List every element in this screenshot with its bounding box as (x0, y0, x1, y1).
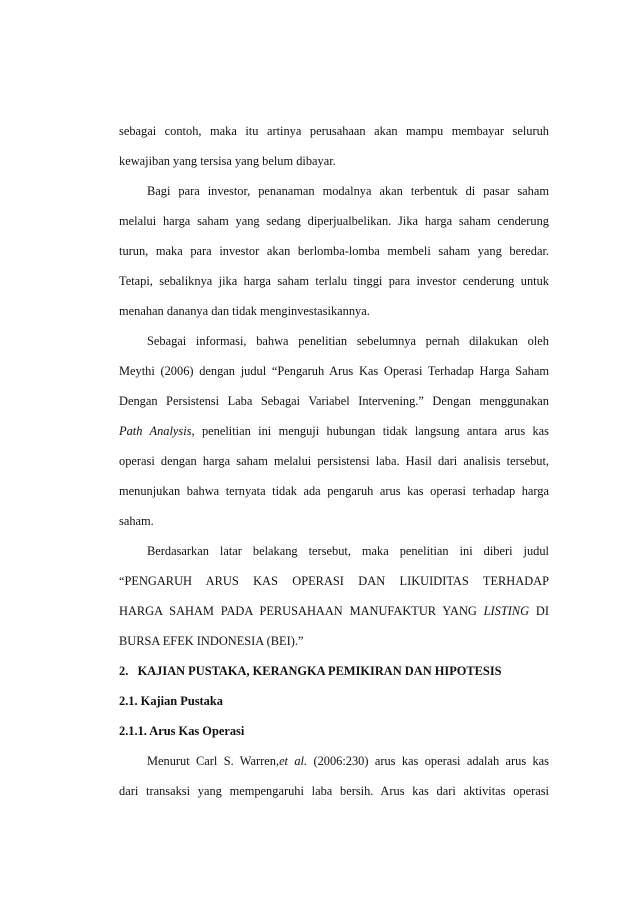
text-run: (2006:230) arus kas operasi adalah arus kas (307, 754, 550, 768)
text-run: DI (529, 604, 549, 618)
paragraph-line: Tetapi, sebaliknya jika harga saham terlalu tinggi para investor cenderung untuk (119, 274, 549, 288)
paragraph-line: Sebagai informasi, bahwa penelitian sebelumnya pernah dilakukan oleh (147, 334, 549, 348)
paragraph-line: Dengan Persistensi Laba Sebagai Variabel Intervening.” Dengan menggunakan (119, 394, 549, 408)
paragraph-line: dari transaksi yang mempengaruhi laba bersih. Arus kas dari aktivitas operasi (119, 784, 549, 798)
text-run: Menurut Carl S. Warren, (147, 754, 280, 768)
paragraph-line: “PENGARUH ARUS KAS OPERASI DAN LIKUIDITAS TERHADAP (119, 574, 549, 588)
paragraph-line: Bagi para investor, penanaman modalnya akan terbentuk di pasar saham (147, 184, 549, 198)
italic-term: Path Analysis (119, 424, 192, 438)
paragraph-line: sebagai contoh, maka itu artinya perusahaan akan mampu membayar seluruh (119, 124, 549, 138)
paragraph-line (119, 423, 549, 439)
paragraph-line: menahan dananya dan tidak menginvestasikannya. (119, 304, 370, 318)
text-run: HARGA SAHAM PADA PERUSAHAAN MANUFAKTUR YANG (119, 604, 484, 618)
paragraph-line: operasi dengan harga saham melalui persistensi laba. Hasil dari analisis tersebut, (119, 454, 549, 468)
italic-term: LISTING (483, 604, 530, 618)
subsubsection-heading: 2.1.1. Arus Kas Operasi (119, 724, 245, 738)
paragraph-line (119, 603, 549, 619)
paragraph-line: Berdasarkan latar belakang tersebut, maka penelitian ini diberi judul (147, 544, 549, 558)
section-heading: 2. KAJIAN PUSTAKA, KERANGKA PEMIKIRAN DAN HIPOTESIS (119, 664, 502, 678)
paragraph-line: menunjukan bahwa ternyata tidak ada pengaruh arus kas operasi terhadap harga (119, 484, 549, 498)
paragraph-line: kewajiban yang tersisa yang belum dibayar. (119, 154, 336, 168)
paragraph-line: melalui harga saham yang sedang diperjualbelikan. Jika harga saham cenderung (119, 214, 549, 228)
paragraph-line: saham. (119, 514, 154, 528)
paragraph-line: Meythi (2006) dengan judul “Pengaruh Arus Kas Operasi Terhadap Harga Saham (119, 364, 549, 378)
italic-term: et al. (279, 754, 308, 768)
paragraph-line (147, 753, 549, 769)
paragraph-line: BURSA EFEK INDONESIA (BEI).” (119, 634, 304, 648)
paragraph-line: turun, maka para investor akan berlomba-lomba membeli saham yang beredar. (119, 244, 549, 258)
subsection-heading: 2.1. Kajian Pustaka (119, 694, 223, 708)
text-run: , penelitian ini menguji hubungan tidak langsung antara arus kas (191, 424, 550, 438)
